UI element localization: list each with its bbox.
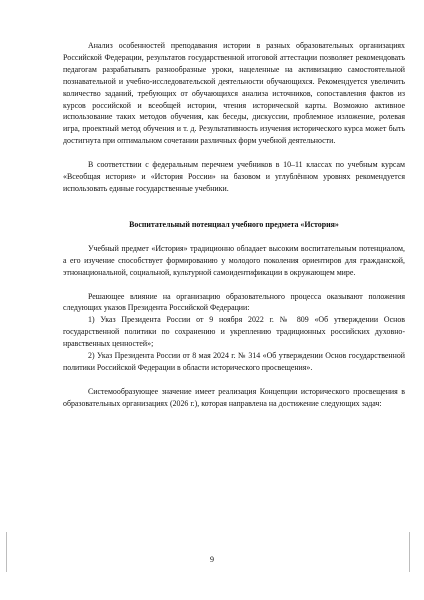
section-heading: Воспитательный потенциал учебного предмета «История» [129,219,339,229]
page-number: 9 [210,555,214,564]
paragraph-gap [63,195,405,207]
left-margin-line [6,532,7,572]
list-item-decree-2: 2) Указ Президента России от 8 мая 2024 г. № 314 «Об утверждении Основ государственной политики Российской Федерации в области исторического просвещения». [63,351,405,372]
paragraph-potential: Учебный предмет «История» традиционно обладает высоким воспитательным потенциалом, а его изучение способствует формированию у молодого поколения ориентиров для гражданской, этнонациональной, социальной, культурной самоидентификации в окружающем мире. [63,243,405,277]
paragraph-gap [63,279,405,291]
paragraph-gap [63,207,405,219]
paragraph-gap [63,374,405,386]
paragraph-gap [63,231,405,243]
paragraph-decrees-intro: Решающее влияние на организацию образовательного процесса оказывают положения следующих указов Президента Российской Федерации: [63,291,405,313]
list-item-decree-1: 1) Указ Президента России от 9 ноября 2022 г. № 809 «Об утверждении Основ государственной политики по сохранению и укреплению традиционных российских духовно-нравственных ценностей»; [63,315,405,349]
paragraph-analysis: Анализ особенностей преподавания истории в разных образовательных организациях Российской Федерации, результатов государственной итоговой аттестации позволяет рекомендовать педагогам разрабатывать разнообразные уроки, нацеленные на активизацию самостоятельной познавательной и учебно-исследовательской деятельности обучающихся. Рекомендуется увеличить количество заданий, требующих от обучающихся анализа источников, сопоставления фактов из курсов российской и всеобщей истории, чтения исторической карты. Возможно активное использование таких методов обучения, как беседы, дискуссии, проблемное изложение, ролевая игра, проектный метод обучения и т. д. Результативность изучения исторического курса может быть достигнута при оптимальном сочетании различных форм учебной деятельности. [63,41,405,146]
paragraph-concept: Системообразующее значение имеет реализация Концепции исторического просвещения в образовательных организациях (2026 г.), которая направлена на достижение следующих задач: [63,386,405,408]
body-text [63,40,405,410]
paragraph-textbooks: В соответствии с федеральным перечнем учебников в 10–11 классах по учебным курсам «Всеобщая история» и «История России» на базовом и углублённом уровнях рекомендуется использовать единые государственные учебники. [63,160,405,193]
right-margin-line [409,532,410,572]
paragraph-gap [63,147,405,159]
